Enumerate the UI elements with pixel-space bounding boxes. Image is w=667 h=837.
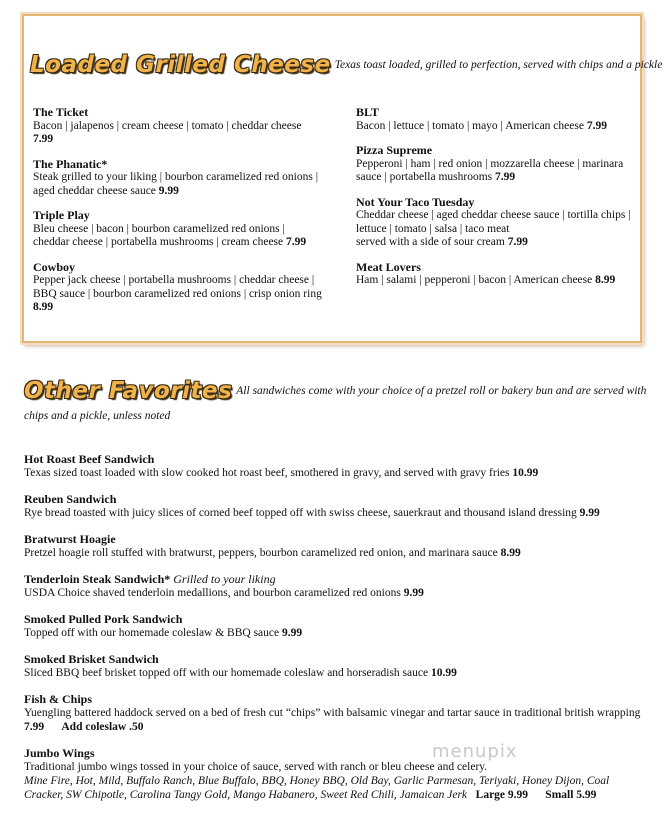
item-price: 9.99 bbox=[403, 587, 424, 599]
item-name-row bbox=[24, 572, 649, 586]
left-column bbox=[33, 106, 323, 326]
item-description: Pretzel hoagie roll stuffed with bratwurst, peppers, bourbon caramelized red onion, and marinara sauce bbox=[24, 547, 498, 559]
menu-item bbox=[24, 572, 649, 600]
item-description: Rye bread toasted with juicy slices of corned beef topped off with swiss cheese, sauerkraut and thousand island dressing bbox=[24, 507, 577, 519]
menu-item bbox=[24, 532, 649, 560]
price-large: Large 9.99 bbox=[475, 789, 529, 801]
item-name: Meat Lovers bbox=[356, 259, 421, 274]
item-addon: Add coleslaw .50 bbox=[61, 721, 144, 733]
section-subtitle: Texas toast loaded, grilled to perfection, served with chips and a pickle bbox=[334, 59, 663, 71]
menu-item bbox=[33, 158, 323, 199]
item-name: Fish & Chips bbox=[24, 692, 93, 706]
item-name: Triple Play bbox=[33, 208, 90, 222]
other-favorites-header bbox=[24, 378, 649, 428]
menu-item bbox=[24, 746, 649, 802]
other-favorites-list bbox=[24, 452, 649, 814]
sauce-list: Mine Fire, Hot, Mild, Buffalo Ranch, Blue Buffalo, BBQ, Honey BBQ, Old Bay, Garlic Parmesan, Teriyaki, Honey Dijon, Coal Cracker, SW Chipotle, Carolina Tangy Gold, Mango Habanero, Sweet Red Chili, Jamaican Jerk bbox=[24, 775, 610, 801]
item-price: 7.99 bbox=[24, 721, 45, 733]
item-name: Tenderloin Steak Sandwich* bbox=[24, 572, 171, 586]
item-price: 10.99 bbox=[430, 667, 457, 679]
item-name: The Ticket bbox=[33, 105, 89, 119]
item-description: Bacon | lettuce | tomato | mayo | American cheese bbox=[356, 119, 584, 132]
item-price: 7.99 bbox=[33, 133, 54, 145]
loaded-grilled-cheese-section bbox=[22, 14, 663, 343]
menu-item bbox=[356, 144, 636, 185]
section-title: Loaded Grilled Cheese bbox=[30, 52, 331, 78]
item-price: 8.99 bbox=[500, 547, 521, 559]
menupix-watermark: menupix bbox=[432, 741, 518, 762]
item-description: USDA Choice shaved tenderloin medallions, and bourbon caramelized red onions bbox=[24, 587, 401, 599]
item-note: Grilled to your liking bbox=[173, 572, 276, 586]
item-name: Hot Roast Beef Sandwich bbox=[24, 452, 155, 466]
item-description: Topped off with our homemade coleslaw & BBQ sauce bbox=[24, 627, 280, 639]
item-name: BLT bbox=[356, 105, 379, 119]
item-description: Cheddar cheese | aged cheddar cheese sauce | tortilla chips | lettuce | tomato | salsa | taco meat bbox=[356, 209, 631, 235]
item-name: Reuben Sandwich bbox=[24, 492, 117, 506]
menu-item bbox=[33, 209, 323, 250]
section-subtitle: All sandwiches come with your choice of a pretzel roll or bakery bun and are served with chips and a pickle, unless noted bbox=[24, 385, 647, 422]
item-name: Jumbo Wings bbox=[24, 746, 95, 760]
menu-item bbox=[24, 452, 649, 480]
item-price: 9.99 bbox=[282, 627, 303, 639]
menu-item bbox=[356, 106, 636, 133]
item-description: Bacon | jalapenos | cream cheese | tomato | cheddar cheese bbox=[33, 119, 302, 132]
item-description: Traditional jumbo wings tossed in your choice of sauce, served with ranch or bleu cheese and celery. bbox=[24, 761, 488, 773]
item-description: Sliced BBQ beef brisket topped off with our homemade coleslaw and horseradish sauce bbox=[24, 667, 429, 679]
item-description-extra: served with a side of sour cream bbox=[356, 236, 505, 248]
menu-item bbox=[33, 261, 323, 315]
item-price: 7.99 bbox=[586, 119, 607, 132]
item-name: Cowboy bbox=[33, 259, 76, 274]
item-price: 8.99 bbox=[33, 301, 54, 313]
menu-item bbox=[24, 492, 649, 520]
item-name: Bratwurst Hoagie bbox=[24, 532, 116, 546]
loaded-title-row bbox=[30, 52, 662, 78]
item-description: Ham | salami | pepperoni | bacon | American cheese bbox=[356, 274, 593, 286]
item-description: Steak grilled to your liking | bourbon caramelized red onions | aged cheddar cheese sauce bbox=[33, 171, 319, 197]
menu-item bbox=[33, 106, 323, 147]
item-price: 9.99 bbox=[158, 184, 179, 197]
menu-item bbox=[24, 612, 649, 640]
item-price: 7.99 bbox=[507, 236, 528, 248]
item-price: 7.99 bbox=[286, 236, 307, 248]
item-description: Texas sized toast loaded with slow cooked hot roast beef, smothered in gravy, and served with gravy fries bbox=[24, 467, 510, 479]
item-name: Smoked Brisket Sandwich bbox=[24, 652, 159, 666]
item-description: Yuengling battered haddock served on a bed of fresh cut “chips” with balsamic vinegar and tartar sauce in traditional british wrapping bbox=[24, 707, 641, 719]
item-price: 10.99 bbox=[512, 467, 539, 479]
item-name: Pizza Supreme bbox=[356, 143, 433, 157]
menu-item bbox=[24, 692, 649, 734]
item-description: Pepper jack cheese | portabella mushrooms | cheddar cheese | BBQ sauce | bourbon caramelized red onions | crisp onion ring bbox=[33, 274, 322, 300]
item-price: 7.99 bbox=[495, 171, 516, 183]
item-name: Not Your Taco Tuesday bbox=[356, 194, 475, 209]
menu-item bbox=[356, 261, 636, 288]
item-price: 8.99 bbox=[595, 274, 616, 286]
item-description: Pepperoni | ham | red onion | mozzarella cheese | marinara sauce | portabella mushrooms bbox=[356, 157, 624, 183]
item-description: Bleu cheese | bacon | bourbon caramelized red onions | cheddar cheese | portabella mushrooms | cream cheese bbox=[33, 222, 285, 248]
item-price: 9.99 bbox=[579, 507, 600, 519]
menu-item bbox=[356, 196, 636, 250]
section-title: Other Favorites bbox=[24, 378, 233, 404]
item-name: Smoked Pulled Pork Sandwich bbox=[24, 612, 183, 626]
item-name: The Phanatic* bbox=[33, 156, 108, 171]
right-column bbox=[356, 106, 636, 299]
price-small: Small 5.99 bbox=[545, 789, 597, 801]
menu-item bbox=[24, 652, 649, 680]
